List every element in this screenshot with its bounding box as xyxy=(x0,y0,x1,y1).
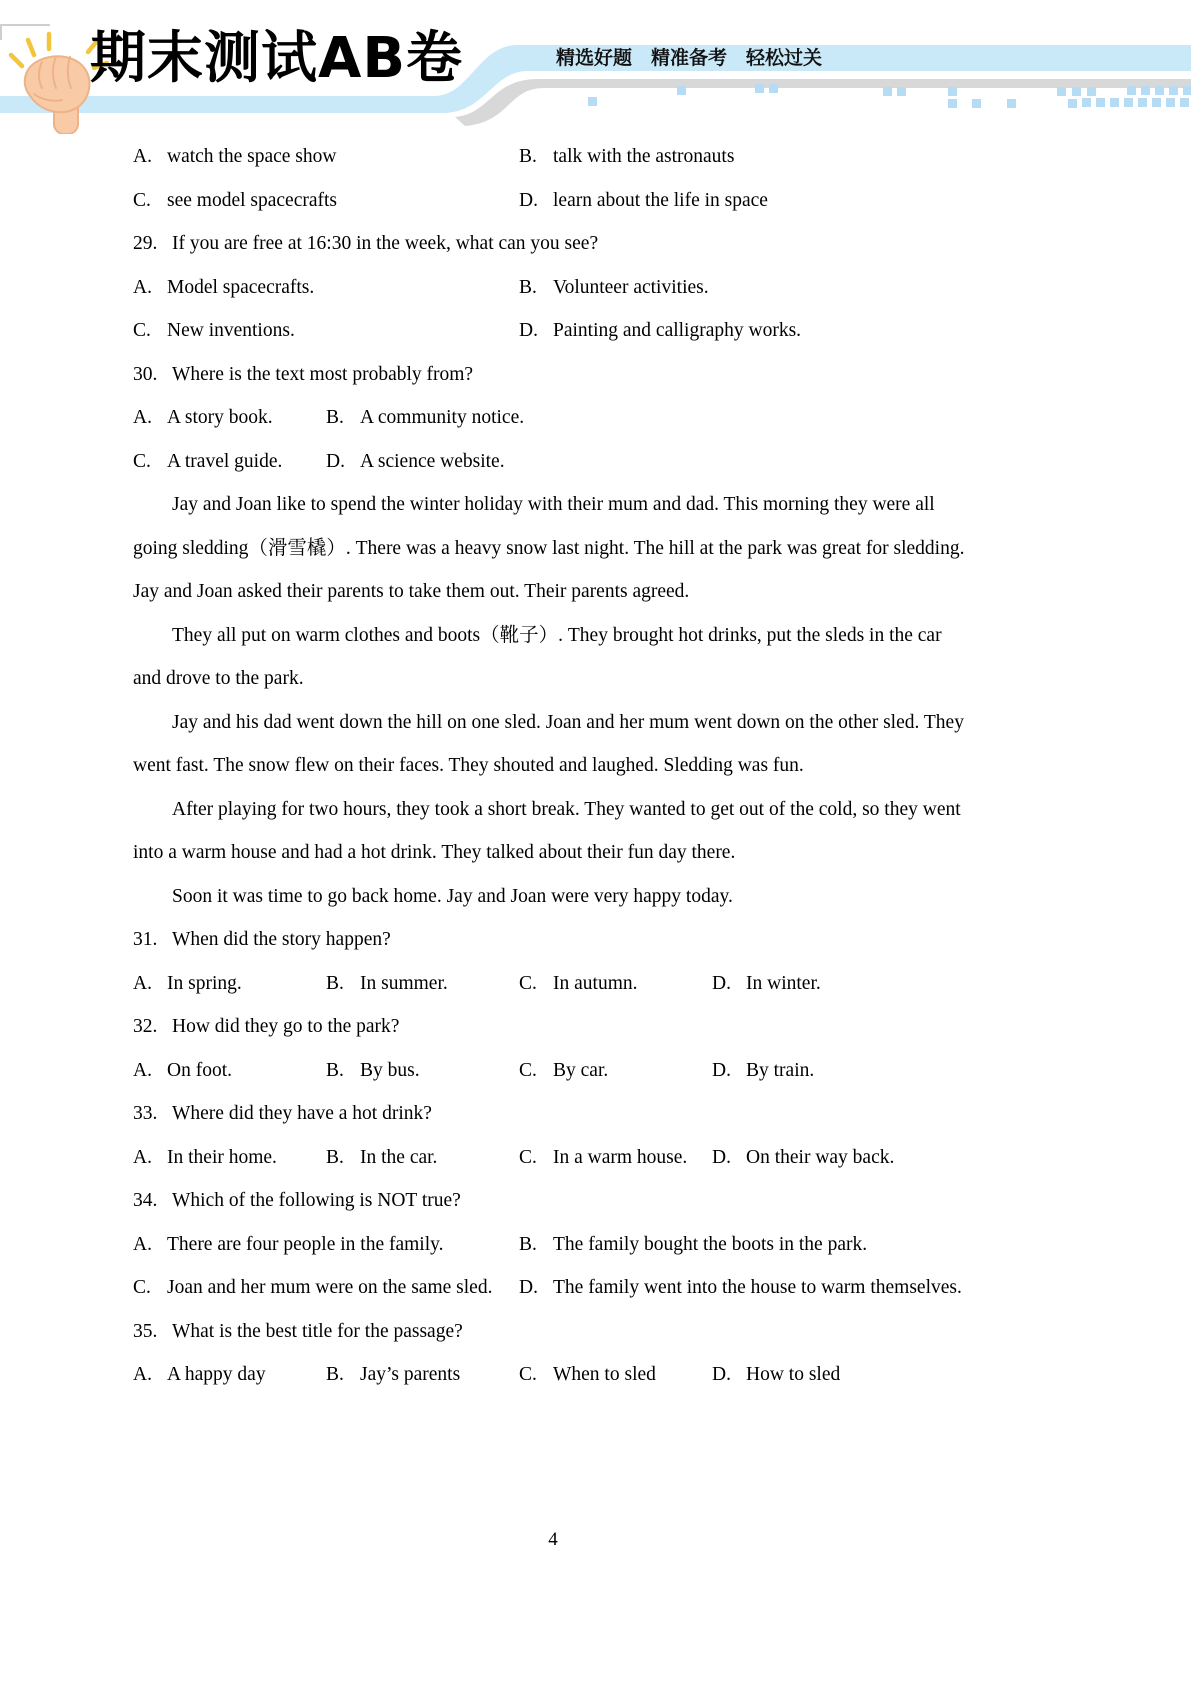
option-item: D. In winter. xyxy=(712,972,821,994)
option-row xyxy=(133,179,993,223)
option-row xyxy=(133,440,993,484)
option-item: D. How to sled xyxy=(712,1364,841,1385)
option-item: C. Joan and her mum were on the same sled. xyxy=(133,1277,493,1298)
question-text: 33. Where did they have a hot drink? xyxy=(133,1103,432,1124)
option-row xyxy=(133,1049,993,1093)
question-text: 31. When did the story happen? xyxy=(133,929,391,950)
option-item: B. In summer. xyxy=(326,972,448,994)
option-row xyxy=(133,309,993,353)
passage-paragraph: Soon it was time to go back home. Jay and Joan were very happy today. xyxy=(172,885,733,907)
passage-paragraph: They all put on warm clothes and boots（靴子）. They brought hot drinks, put the sleds in the car and drove to the park. xyxy=(133,624,942,689)
question-text: 29. If you are free at 16:30 in the week, what can you see? xyxy=(133,233,599,254)
option-item: A. A happy day xyxy=(133,1364,266,1385)
option-item: A. watch the space show xyxy=(133,146,337,167)
option-row xyxy=(133,396,993,440)
option-item: A. In their home. xyxy=(133,1146,277,1168)
option-item: B. In the car. xyxy=(326,1146,438,1168)
option-item: C. When to sled xyxy=(519,1364,656,1385)
option-row xyxy=(133,962,993,1006)
option-item: D. On their way back. xyxy=(712,1146,895,1168)
option-item: D. Painting and calligraphy works. xyxy=(519,320,802,341)
option-item: A. On foot. xyxy=(133,1059,232,1081)
question-text: 34. Which of the following is NOT true? xyxy=(133,1190,461,1211)
page-number: 4 xyxy=(548,1529,558,1550)
option-item: B. A community notice. xyxy=(326,407,525,428)
header-tagline: 精选好题 精准备考 轻松过关 xyxy=(556,47,823,69)
option-item: D. By train. xyxy=(712,1059,815,1081)
option-item: B. Jay’s parents xyxy=(326,1364,461,1385)
option-item: D. The family went into the house to warm themselves. xyxy=(519,1277,962,1298)
passage-paragraph: Jay and his dad went down the hill on one sled. Joan and her mum went down on the other sled. They went fast. The snow flew on their faces. They shouted and laughed. Sledding was fun. xyxy=(133,711,964,776)
option-item: C. In autumn. xyxy=(519,972,638,994)
option-item: A. There are four people in the family. xyxy=(133,1233,444,1255)
page-title: 期末测试AB卷 xyxy=(90,26,464,91)
question-text: 35. What is the best title for the passage? xyxy=(133,1320,463,1342)
option-item: B. Volunteer activities. xyxy=(519,276,709,298)
option-row xyxy=(133,135,993,179)
option-item: D. A science website. xyxy=(326,450,505,472)
option-row xyxy=(133,266,993,310)
question-text: 32. How did they go to the park? xyxy=(133,1016,400,1037)
deco-squares-row2 xyxy=(0,0,9,9)
option-row xyxy=(133,1223,993,1267)
option-item: A. In spring. xyxy=(133,972,242,994)
option-item: A. A story book. xyxy=(133,407,273,428)
option-item: A. Model spacecrafts. xyxy=(133,276,315,298)
question-text: 30. Where is the text most probably from? xyxy=(133,363,474,385)
option-item: B. By bus. xyxy=(326,1059,420,1081)
option-row xyxy=(133,1353,993,1397)
passage-paragraph: After playing for two hours, they took a short break. They wanted to get out of the cold, so they went into a warm house and had a hot drink. They talked about their fun day there. xyxy=(133,798,961,863)
passage-paragraph: Jay and Joan like to spend the winter holiday with their mum and dad. This morning they were all going sledding（滑雪橇）. There was a heavy snow last night. The hill at the park was great for sledding. Jay and Joan asked their parents to take them out. Their parents agreed. xyxy=(133,494,965,602)
option-item: C. see model spacecrafts xyxy=(133,189,337,211)
option-item: C. A travel guide. xyxy=(133,450,283,472)
option-item: D. learn about the life in space xyxy=(519,189,768,211)
option-row xyxy=(133,1136,993,1180)
option-item: C. In a warm house. xyxy=(519,1146,688,1168)
option-item: C. By car. xyxy=(519,1059,609,1081)
page-header xyxy=(0,0,1191,135)
option-item: B. talk with the astronauts xyxy=(519,146,735,167)
option-row xyxy=(133,1266,993,1310)
exam-content xyxy=(133,135,993,1397)
option-item: B. The family bought the boots in the park. xyxy=(519,1233,868,1255)
option-item: C. New inventions. xyxy=(133,320,295,341)
